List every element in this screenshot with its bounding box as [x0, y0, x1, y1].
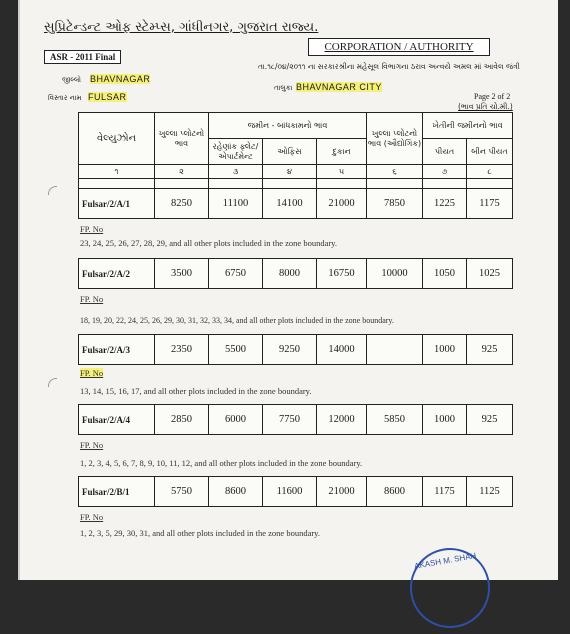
rate-cell: 7750 [263, 405, 317, 435]
plots-text: 1, 2, 3, 4, 5, 6, 7, 8, 9, 10, 11, 12, and all other plots included in the zone boundary. [80, 458, 363, 468]
rate-cell: 21000 [317, 477, 367, 507]
col-industrial-header: ખુલ્લા પ્લોટનો ભાવ (ઔદ્યોગિક) [367, 113, 423, 165]
rate-cell: 6000 [209, 405, 263, 435]
taluka-label: તાલુકા [274, 84, 293, 92]
rate-cell: 9250 [263, 335, 317, 365]
office-title: સુપ્રિટેન્ડન્ટ ઓફ સ્ટેમ્પ્સ, ગાંધીનગર, ગુજરાત રાજ્ય. [44, 20, 319, 35]
rate-cell: 12000 [317, 405, 367, 435]
zone-cell: Fulsar/2/A/3 [79, 335, 155, 365]
rate-cell: 14000 [317, 335, 367, 365]
group-agriculture-header: ખેતીની જમીનનો ભાવ [423, 113, 513, 139]
col-openplot-header: ખુલ્લા પ્લોટનો ભાવ [155, 113, 209, 165]
col-number: ૬ [367, 165, 423, 179]
group-construction-header: જમીન - બાંધકામનો ભાવ [209, 113, 367, 139]
col-number: ૫ [317, 165, 367, 179]
col-number: ૩ [209, 165, 263, 179]
order-line: તા.૧૮/૦૪/૨૦૧૧ ના સરકારશ્રીના મહેસૂલ વિભાગના ઠરાવ અન્વયે અમલ માં આવેલ જંત્રી [258, 62, 520, 71]
page-fold [18, 0, 20, 580]
rate-cell: 1225 [423, 189, 467, 219]
plots-text: 13, 14, 15, 16, 17, and all other plots included in the zone boundary. [80, 386, 312, 396]
rate-cell: 925 [467, 405, 513, 435]
rate-cell: 925 [467, 335, 513, 365]
col-nonirrigated-header: બીન પીયત [467, 139, 513, 165]
rate-cell: 10000 [367, 259, 423, 289]
rate-cell: 1050 [423, 259, 467, 289]
col-irrigated-header: પીયત [423, 139, 467, 165]
rate-cell: 1000 [423, 335, 467, 365]
table-row [78, 334, 513, 365]
table-row [78, 476, 513, 507]
rate-cell: 1175 [423, 477, 467, 507]
fp-label: FP. No [80, 224, 104, 234]
taluka-value: BHAVNAGAR CITY [296, 82, 382, 92]
rate-cell: 1000 [423, 405, 467, 435]
col-number: ૭ [423, 165, 467, 179]
col-office-header: ઓફિસ [263, 139, 317, 165]
fp-label: FP. No [80, 368, 104, 378]
rate-cell: 1175 [467, 189, 513, 219]
fp-label: FP. No [80, 440, 104, 450]
rate-cell: 8250 [155, 189, 209, 219]
rate-cell: 7850 [367, 189, 423, 219]
area-value: FULSAR [88, 92, 127, 102]
rate-cell: 6750 [209, 259, 263, 289]
rate-cell [367, 335, 423, 365]
col-valuezone-header: વેલ્યુઝોન [79, 113, 155, 165]
document-page [18, 0, 558, 580]
rate-cell: 8600 [367, 477, 423, 507]
rate-cell: 5750 [155, 477, 209, 507]
rate-cell: 5850 [367, 405, 423, 435]
rate-cell: 8600 [209, 477, 263, 507]
page-number: Page 2 of 2 [474, 92, 511, 101]
rate-cell: 2350 [155, 335, 209, 365]
margin-mark [48, 378, 57, 387]
col-residential-header: રહેણાંક ફ્લેટ/ એપાર્ટમેન્ટ [209, 139, 263, 165]
zone-cell: Fulsar/2/A/2 [79, 259, 155, 289]
plots-text: 18, 19, 20, 22, 24, 25, 26, 29, 30, 31, 32, 33, 34, and all other plots included in the zone boundary. [80, 316, 394, 325]
rate-cell: 5500 [209, 335, 263, 365]
col-number: ૮ [467, 165, 513, 179]
rate-table-header [78, 112, 513, 189]
table-row [78, 188, 513, 219]
rate-cell: 21000 [317, 189, 367, 219]
rate-cell: 2850 [155, 405, 209, 435]
fp-label: FP. No [80, 512, 104, 522]
zone-cell: Fulsar/2/B/1 [79, 477, 155, 507]
col-number: ૨ [155, 165, 209, 179]
corporation-box: CORPORATION / AUTHORITY [308, 38, 490, 56]
fp-label: FP. No [80, 294, 104, 304]
plots-text: 1, 2, 3, 5, 29, 30, 31, and all other plots included in the zone boundary. [80, 528, 321, 538]
rate-unit: (ભાવ પ્રતિ ચો.મી.) [458, 102, 513, 111]
rate-cell: 3500 [155, 259, 209, 289]
zone-cell: Fulsar/2/A/4 [79, 405, 155, 435]
col-shop-header: દુકાન [317, 139, 367, 165]
rate-cell: 11100 [209, 189, 263, 219]
rate-cell: 11600 [263, 477, 317, 507]
asr-label: ASR - 2011 Final [44, 50, 121, 64]
margin-mark [48, 186, 57, 195]
rate-cell: 8000 [263, 259, 317, 289]
rate-cell: 1125 [467, 477, 513, 507]
area-label: વિસ્તાર નામ [48, 94, 82, 102]
rate-cell: 14100 [263, 189, 317, 219]
table-row [78, 404, 513, 435]
col-number: ૪ [263, 165, 317, 179]
table-row [78, 258, 513, 289]
rate-cell: 1025 [467, 259, 513, 289]
district-label: જીલ્લો [62, 76, 81, 84]
district-value: BHAVNAGAR [90, 74, 151, 84]
plots-text: 23, 24, 25, 26, 27, 28, 29, and all other plots included in the zone boundary. [80, 238, 338, 248]
col-number: ૧ [79, 165, 155, 179]
official-stamp: AKASH M. SHAH [404, 542, 497, 634]
zone-cell: Fulsar/2/A/1 [79, 189, 155, 219]
rate-cell: 16750 [317, 259, 367, 289]
